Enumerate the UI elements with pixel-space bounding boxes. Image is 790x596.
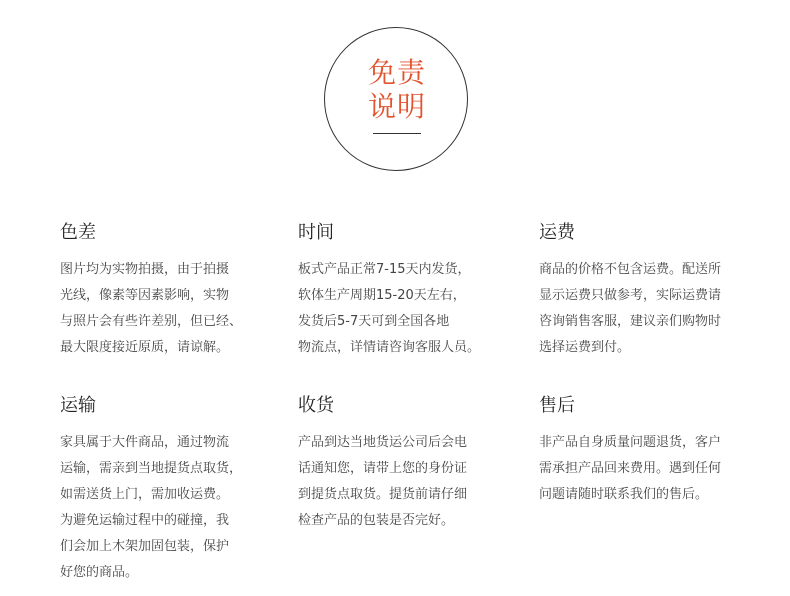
section-time: [298, 221, 528, 361]
disclaimer-title-badge: [324, 27, 468, 171]
section-heading: 时间: [298, 222, 334, 243]
body-line: 产品到达当地货运公司后会电: [298, 435, 468, 450]
body-line: 发货后5-7天可到全国各地: [298, 314, 450, 329]
section-shipping-fee: [539, 221, 769, 361]
body-line: 家具属于大件商品，通过物流: [60, 435, 230, 450]
section-heading: 收货: [298, 395, 334, 416]
body-line: 与照片会有些许差别，但已经、: [60, 314, 243, 329]
body-line: 显示运费只做参考，实际运费请: [539, 288, 722, 303]
section-color-difference: [60, 221, 290, 361]
body-line: 到提货点取货。提货前请仔细: [298, 487, 468, 502]
body-line: 选择运费到付。: [539, 340, 631, 355]
section-body: [60, 257, 290, 361]
body-line: 问题请随时联系我们的售后。: [539, 487, 709, 502]
body-line: 话通知您，请带上您的身份证: [298, 461, 468, 476]
body-line: 需承担产品回来费用。遇到任何: [539, 461, 722, 476]
section-heading: 运费: [539, 222, 575, 243]
body-line: 图片均为实物拍摄，由于拍摄: [60, 262, 230, 277]
section-after-sales: [539, 394, 769, 508]
body-line: 检查产品的包装是否完好。: [298, 513, 455, 528]
section-body: [298, 430, 528, 534]
body-line: 为避免运输过程中的碰撞，我: [60, 513, 230, 528]
body-line: 商品的价格不包含运费。配送所: [539, 262, 722, 277]
section-heading: 色差: [60, 222, 96, 243]
body-line: 光线，像素等因素影响，实物: [60, 288, 230, 303]
body-line: 物流点，详情请咨询客服人员。: [298, 340, 481, 355]
section-body: [298, 257, 528, 361]
body-line: 运输，需亲到当地提货点取货，: [60, 461, 243, 476]
title-line-2: 说明: [367, 90, 426, 123]
body-line: 非产品自身质量问题退货，客户: [539, 435, 722, 450]
section-heading: 售后: [539, 395, 575, 416]
title-underline: [373, 133, 421, 134]
body-line: 软体生产周期15-20天左右，: [298, 288, 466, 303]
body-line: 如需送货上门，需加收运费。: [60, 487, 230, 502]
body-line: 好您的商品。: [60, 565, 139, 580]
body-line: 们会加上木架加固包装，保护: [60, 539, 230, 554]
section-body: [539, 430, 769, 508]
section-transport: [60, 394, 290, 586]
body-line: 板式产品正常7-15天内发货，: [298, 262, 471, 277]
section-receiving: [298, 394, 528, 534]
body-line: 咨询销售客服，建议亲们购物时: [539, 314, 722, 329]
section-heading: 运输: [60, 395, 96, 416]
section-body: [60, 430, 290, 586]
body-line: 最大限度接近原质，请谅解。: [60, 340, 230, 355]
title-line-1: 免责: [367, 56, 426, 89]
section-body: [539, 257, 769, 361]
